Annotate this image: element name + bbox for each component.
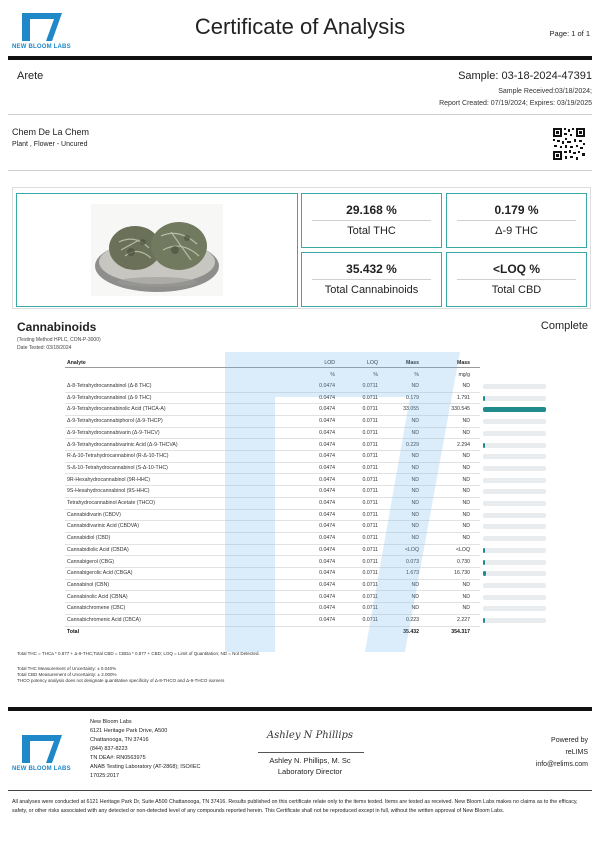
- mass-mg-value: <LOQ: [456, 546, 470, 553]
- analyte-name: Cannabidivarinic Acid (CBDVA): [67, 523, 139, 530]
- loq-value: 0.0711: [362, 523, 378, 530]
- total-cannabinoids-value: 35.432 %: [346, 262, 397, 276]
- analyte-name: S-Δ-10-Tetrahydrocannabinol (S-Δ-10-THC): [67, 464, 168, 471]
- total-label: Total: [67, 628, 80, 635]
- lod-value: 0.0474: [319, 441, 335, 448]
- loq-value: 0.0711: [362, 500, 378, 506]
- new-bloom-labs-logo-icon: [20, 735, 64, 763]
- summary-card-total-thc: [301, 193, 442, 248]
- summary-card-total-cbd: [446, 252, 587, 307]
- table-row: [65, 440, 550, 450]
- loq-value: 0.0711: [362, 429, 378, 436]
- powered-by: Powered by: [551, 737, 588, 744]
- level-bar-fill: [483, 560, 485, 565]
- mass-mg-value: 0.730: [457, 558, 470, 565]
- mass-mg-value: ND: [462, 453, 470, 460]
- lod-value: 0.0474: [319, 394, 335, 401]
- signature: Ashley N Phillips: [266, 730, 354, 741]
- analyte-name: Δ-9-Tetrahydrocannabivarinic Acid (Δ-9-THCVA): [67, 441, 178, 448]
- table-row: [65, 393, 550, 403]
- mass-mg-value: 2.294: [457, 441, 470, 448]
- mass-pct-value: ND: [411, 476, 419, 483]
- lod-value: 0.0474: [319, 605, 335, 612]
- table-row: [65, 428, 550, 438]
- page-title: Certificate of Analysis: [194, 14, 406, 39]
- powered-brand: reLIMS: [565, 749, 588, 756]
- footer-rule: [8, 707, 592, 711]
- header-rule: [65, 367, 480, 368]
- mass-pct-value: ND: [411, 523, 419, 530]
- loq-value: 0.0711: [362, 476, 378, 483]
- level-bar: [483, 443, 546, 448]
- analyte-name: R-Δ-10-Tetrahydrocannabinol (R-Δ-10-THC): [67, 453, 169, 460]
- loq-value: 0.0711: [362, 570, 378, 577]
- level-bar: [483, 384, 546, 389]
- loq-value: 0.0711: [362, 418, 378, 425]
- header-rule: [8, 56, 592, 60]
- mass-mg-value: 16.730: [454, 570, 470, 577]
- summary-card-delta9-thc: [446, 193, 587, 248]
- card-divider: [312, 279, 431, 280]
- mass-mg-value: ND: [462, 464, 470, 471]
- table-row: [65, 463, 550, 473]
- mass-pct-value: 0.073: [406, 558, 419, 565]
- sample-received: Sample Received:03/18/2024;: [498, 88, 592, 95]
- mass-pct-value: ND: [411, 581, 419, 588]
- mass-mg-unit: mg/g: [458, 372, 470, 378]
- lod-value: 0.0474: [319, 535, 335, 542]
- mass-mg-value: 2.227: [457, 617, 470, 623]
- sample-photo-frame: [16, 193, 298, 307]
- mass-mg-value: 1.791: [457, 394, 470, 401]
- total-mass-mg: 354.317: [451, 628, 470, 635]
- lab-city: Chattanooga, TN 37416: [90, 737, 149, 743]
- report-dates: Report Created: 07/19/2024; Expires: 03/19/2025: [439, 100, 592, 107]
- table-row: [65, 486, 550, 496]
- level-bar: [483, 583, 546, 588]
- table-row: [65, 381, 550, 391]
- level-bar: [483, 524, 546, 529]
- delta9-thc-label: Δ-9 THC: [495, 225, 538, 237]
- section-title: Cannabinoids: [17, 320, 97, 334]
- table-row: [65, 545, 550, 555]
- level-bar: [483, 396, 546, 401]
- level-bar: [483, 536, 546, 541]
- mass-pct-unit: %: [414, 372, 419, 378]
- lod-value: 0.0474: [319, 558, 335, 565]
- level-bar: [483, 548, 546, 553]
- mass-mg-value: ND: [462, 429, 470, 436]
- level-bar: [483, 618, 546, 623]
- analyte-name: Cannabidivarin (CBDV): [67, 511, 121, 518]
- mass-pct-value: ND: [411, 453, 419, 460]
- table-row: [65, 615, 550, 625]
- mass-mg-value: ND: [462, 418, 470, 425]
- table-row: [65, 603, 550, 613]
- level-bar: [483, 501, 546, 506]
- total-cbd-value: <LOQ %: [492, 262, 540, 276]
- cannabinoid-table: [65, 358, 550, 643]
- mass-mg-value: ND: [462, 383, 470, 389]
- lod-value: 0.0474: [319, 523, 335, 530]
- total-thc-label: Total THC: [347, 225, 396, 237]
- table-row: [65, 592, 550, 602]
- lod-unit: %: [330, 372, 335, 378]
- level-bar: [483, 454, 546, 459]
- mass-mg-value: ND: [462, 535, 470, 542]
- level-bar-fill: [483, 396, 485, 401]
- lod-value: 0.0474: [319, 570, 335, 577]
- analyte-name: Cannabidiol (CBD): [67, 535, 111, 542]
- lod-value: 0.0474: [319, 406, 335, 413]
- lod-value: 0.0474: [319, 383, 335, 389]
- level-bar: [483, 478, 546, 483]
- level-bar: [483, 489, 546, 494]
- loq-value: 0.0711: [362, 406, 378, 413]
- date-tested: Date Tested: 03/18/2024: [17, 345, 72, 351]
- analyte-name: Δ-9-Tetrahydrocannabinol (Δ-9 THC): [67, 394, 152, 401]
- mass-mg-value: ND: [462, 593, 470, 600]
- level-bar-fill: [483, 407, 546, 412]
- mass-mg-value: ND: [462, 523, 470, 530]
- lod-value: 0.0474: [319, 546, 335, 553]
- loq-unit: %: [373, 372, 378, 378]
- total-cannabinoids-label: Total Cannabinoids: [324, 284, 419, 296]
- testing-method: (Testing Method HPLC, CON-P-3000): [17, 337, 101, 343]
- section-status: Complete: [540, 320, 588, 332]
- lod-value: 0.0474: [319, 488, 335, 495]
- mass-pct-value: <LOQ: [405, 546, 419, 553]
- mass-mg-header: Mass: [457, 360, 470, 366]
- client-name: Arete: [17, 70, 44, 82]
- mass-pct-value: 0.179: [406, 394, 419, 401]
- level-bar: [483, 595, 546, 600]
- mass-mg-value: ND: [462, 488, 470, 495]
- mass-pct-value: ND: [411, 488, 419, 495]
- mass-mg-value: ND: [462, 605, 470, 612]
- disclaimer: All analyses were conducted at 6121 Heritage Park Dr, Suite A500 Chattanooga, TN 37416. Results published on this certificate relate only to the items tested. Items are tested as received. New Bloom Labs makes no claims as to the efficacy, safety, or other risks associated with any detected or non-detected level of any compounds reported herein. This Certificate shall not be reproduced except in full, without the written approval of New Bloom Labs.: [12, 799, 578, 814]
- total-mass-pct: 35.432: [403, 628, 419, 635]
- lab-street: 6121 Heritage Park Drive, A500: [90, 728, 168, 734]
- mass-pct-value: ND: [411, 429, 419, 436]
- level-bar: [483, 560, 546, 565]
- lod-value: 0.0474: [319, 500, 335, 506]
- total-cbd-label: Total CBD: [491, 284, 542, 296]
- mass-pct-value: 33.055: [403, 406, 419, 413]
- uncertainty-thc: Total THC Measurement of Uncertainty: ± 0.040%: [17, 666, 117, 671]
- signer-title: Laboratory Director: [277, 767, 343, 776]
- analyte-name: Δ-9-Tetrahydrocannabinolic Acid (THCA-A): [67, 406, 166, 413]
- analyte-name: Tetrahydrocannabinol Acetate (THCO): [67, 500, 155, 506]
- mass-mg-value: ND: [462, 511, 470, 518]
- logo-text: NEW BLOOM LABS: [12, 44, 71, 50]
- sample-id: Sample: 03-18-2024-47391: [458, 70, 592, 82]
- lod-value: 0.0474: [319, 581, 335, 588]
- mass-pct-value: ND: [411, 511, 419, 518]
- totals-formula: Total THC = THCa * 0.877 + Δ-9-THC;Total CBD = CBDa * 0.877 + CBD; LOQ = Limit of Quantitation; ND = Not Detected.: [17, 651, 260, 656]
- table-row: [65, 568, 550, 578]
- level-bar: [483, 466, 546, 471]
- mass-pct-value: 0.229: [406, 441, 419, 448]
- analyte-name: Δ-9-Tetrahydrocannabiphorol (Δ-9-THCP): [67, 418, 163, 425]
- analyte-name: Cannabigerol (CBG): [67, 558, 114, 565]
- loq-value: 0.0711: [362, 546, 378, 553]
- mass-pct-value: ND: [411, 464, 419, 471]
- analyte-name: Δ-9-Tetrahydrocannabivarin (Δ-9-THCV): [67, 429, 160, 436]
- lod-header: LOD: [324, 360, 335, 366]
- thco-note: THCO potency analysis does not designate quantitative specificity of Δ-8-THCO and Δ-9-THCO isomers: [17, 678, 225, 683]
- level-bar-fill: [483, 571, 486, 576]
- lod-value: 0.0474: [319, 464, 335, 471]
- mass-pct-value: ND: [411, 593, 419, 600]
- table-row: [65, 533, 550, 543]
- uncertainty-cbd: Total CBD Measurement of Uncertainty: ± 2.000%: [17, 672, 117, 677]
- table-row: [65, 580, 550, 590]
- loq-value: 0.0711: [362, 617, 378, 623]
- total-thc-value: 29.168 %: [346, 203, 397, 217]
- analyte-name: Cannabichromenic Acid (CBCA): [67, 617, 141, 623]
- powered-email[interactable]: info@relims.com: [535, 761, 588, 768]
- summary-card-total-cannabinoids: [301, 252, 442, 307]
- mass-pct-value: 1.673: [406, 570, 419, 577]
- mass-pct-header: Mass: [406, 360, 419, 366]
- lab-iso: 17025:2017: [90, 773, 120, 779]
- lod-value: 0.0474: [319, 617, 335, 623]
- table-row: [65, 404, 550, 414]
- analyte-name: Cannabidiolic Acid (CBDA): [67, 546, 129, 553]
- analyte-name: Cannabigerolic Acid (CBGA): [67, 570, 133, 577]
- loq-value: 0.0711: [362, 394, 378, 401]
- mass-pct-value: ND: [411, 418, 419, 425]
- page-number: Page: 1 of 1: [549, 29, 590, 38]
- level-bar-fill: [483, 548, 485, 553]
- mass-mg-value: ND: [462, 581, 470, 588]
- analyte-name: 9R-Hexahydrocannabinol (9R-HHC): [67, 476, 151, 483]
- lod-value: 0.0474: [319, 593, 335, 600]
- lod-value: 0.0474: [319, 429, 335, 436]
- analyte-name: Cannabinol (CBN): [67, 581, 110, 588]
- card-divider: [312, 220, 431, 221]
- table-row: [65, 451, 550, 461]
- signer-name: Ashley N. Phillips, M. Sc: [269, 756, 351, 765]
- lab-phone: (844) 837-8223: [90, 746, 128, 752]
- table-units: [65, 370, 550, 380]
- table-row: [65, 557, 550, 567]
- disclaimer-rule: [8, 790, 592, 791]
- mass-mg-value: ND: [462, 500, 470, 506]
- level-bar-fill: [483, 443, 485, 448]
- lod-value: 0.0474: [319, 476, 335, 483]
- lab-anab: ANAB Testing Laboratory (AT-2868); ISO/IEC: [90, 764, 201, 770]
- table-row: [65, 416, 550, 426]
- loq-value: 0.0711: [362, 535, 378, 542]
- product-type: Plant , Flower - Uncured: [12, 141, 88, 148]
- footer-logo-text: NEW BLOOM LABS: [12, 766, 71, 772]
- qr-code-icon: [552, 127, 586, 161]
- table-row: [65, 498, 550, 508]
- analyte-name: Δ-8-Tetrahydrocannabinol (Δ-8 THC): [67, 383, 152, 389]
- level-bar: [483, 431, 546, 436]
- analyte-name: 9S-Hexahydrocannabinol (9S-HHC): [67, 488, 150, 495]
- table-row: [65, 521, 550, 531]
- lod-value: 0.0474: [319, 453, 335, 460]
- lab-name: New Bloom Labs: [90, 719, 132, 725]
- level-bar: [483, 419, 546, 424]
- mass-pct-value: 0.223: [406, 617, 419, 623]
- product-name: Chem De La Chem: [12, 127, 90, 137]
- divider: [8, 114, 592, 115]
- level-bar: [483, 513, 546, 518]
- loq-value: 0.0711: [362, 441, 378, 448]
- table-total-row: [65, 627, 550, 637]
- lod-value: 0.0474: [319, 418, 335, 425]
- mass-pct-value: ND: [411, 383, 419, 389]
- mass-mg-value: 330.545: [451, 406, 470, 413]
- loq-value: 0.0711: [362, 488, 378, 495]
- loq-value: 0.0711: [362, 605, 378, 612]
- analyte-name: Cannabichromene (CBC): [67, 605, 126, 612]
- loq-value: 0.0711: [362, 464, 378, 471]
- lab-dea: TN DEA#: RN0563975: [90, 755, 146, 761]
- card-divider: [457, 220, 576, 221]
- loq-header: LOQ: [367, 360, 378, 366]
- analyte-name: Cannabinolic Acid (CBNA): [67, 593, 128, 600]
- loq-value: 0.0711: [362, 511, 378, 518]
- level-bar-fill: [483, 618, 485, 623]
- analyte-header: Analyte: [67, 360, 86, 366]
- level-bar: [483, 606, 546, 611]
- table-row: [65, 475, 550, 485]
- loq-value: 0.0711: [362, 383, 378, 389]
- mass-pct-value: ND: [411, 500, 419, 506]
- level-bar: [483, 407, 546, 412]
- divider: [8, 170, 592, 171]
- mass-pct-value: ND: [411, 535, 419, 542]
- signature-line: [258, 752, 364, 753]
- mass-mg-value: ND: [462, 476, 470, 483]
- loq-value: 0.0711: [362, 581, 378, 588]
- lod-value: 0.0474: [319, 511, 335, 518]
- delta9-thc-value: 0.179 %: [494, 203, 539, 217]
- mass-pct-value: ND: [411, 605, 419, 612]
- card-divider: [457, 279, 576, 280]
- level-bar: [483, 571, 546, 576]
- loq-value: 0.0711: [362, 593, 378, 600]
- sample-photo: [91, 204, 223, 296]
- loq-value: 0.0711: [362, 558, 378, 565]
- table-row: [65, 510, 550, 520]
- loq-value: 0.0711: [362, 453, 378, 460]
